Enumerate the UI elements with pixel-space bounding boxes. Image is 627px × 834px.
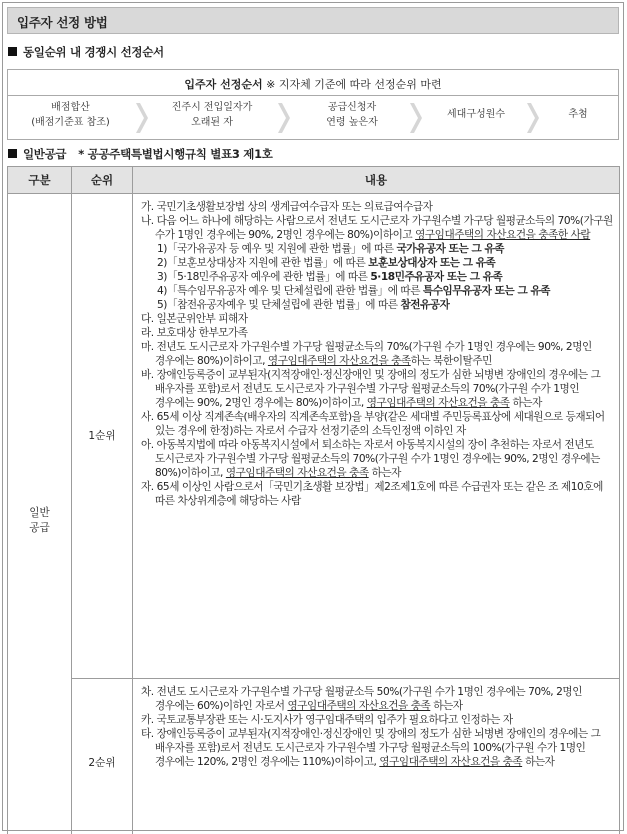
list-item: 가. 국민기초생활보장법 상의 생계급여수급자 또는 의료급여수급자 (141, 201, 433, 213)
header-content: 내용 (133, 167, 620, 194)
chevron-right-icon (136, 103, 148, 133)
list-item: 자. 65세 이상인 사람으로서「국민기초생활 보장법」제2조제1호에 따른 수급권자 또는 같은 조 제10호에 따른 차상위계층에 해당하는 사람 (141, 481, 603, 507)
selection-order-header (8, 70, 618, 96)
rank1-content (133, 194, 620, 679)
rank2-cell: 2순위 (72, 679, 133, 834)
sub-item: 2)「보훈보상대상자 지원에 관한 법률」에 따른 보훈보상대상자 또는 그 유족 (157, 257, 496, 269)
order-step-2: 진주시 전입일자가 오래된 자 (171, 102, 253, 128)
sub-item: 5)「참전유공자예우 및 단체설립에 관한 법률」에 따른 참전유공자 (157, 299, 450, 311)
square-bullet-icon (8, 149, 17, 158)
list-item: 카. 국토교통부장관 또는 시·도지사가 영구임대주택의 입주가 필요하다고 인정하는 자 (141, 714, 513, 726)
legal-reference-note: * 공공주택특별법시행규칙 별표3 제1호 (78, 147, 273, 161)
order-step-4: 세대구성원수 (447, 109, 505, 120)
chevron-right-icon (410, 103, 422, 133)
list-item: 아. 아동복지법에 따라 아동복지시설에서 퇴소하는 자로서 아동복지시설의 장이 추천하는 자로서 전년도 도시근로자 가구원수별 가구당 월평균소득의 70%(가구원 수가 1명인 경우에는 90%, 2명인 경우에는 80%)이하이고, 영구임대주택의 자산요건을 충족 하는자 (141, 439, 600, 479)
sub-item: 4)「특수임무유공자 예우 및 단체설립에 관한 법률」에 따른 특수임무유공자 또는 그 유족 (157, 285, 551, 297)
table-header-row (8, 167, 620, 194)
rank1-cell: 1순위 (72, 194, 133, 679)
page-title: 입주자 선정 방법 (17, 15, 108, 30)
section-heading-general-supply: 일반공급 * 공공주택특별법시행규칙 별표3 제1호 (8, 146, 273, 162)
general-supply-table (7, 166, 620, 834)
table-row-rank2 (8, 679, 620, 834)
selection-order-note: ※ 지자체 기준에 따라 선정순위 마련 (266, 78, 442, 91)
list-item: 마. 전년도 도시근로자 가구원수별 가구당 월평균소득의 70%(가구원 수가 1명인 경우에는 90%, 2명인 경우에는 80%)이하이고, 영구임대주택의 자산요건을 충족하는 북한이탈주민 (141, 341, 592, 367)
list-item: 타. 장애인등록증이 교부된자(지적장애인·정신장애인 및 장애의 정도가 심한 뇌병변 장애인의 경우에는 그 배우자를 포함)로서 전년도 도시근로자 가구원수별 가구당 월평균소득의 100%(가구원 수가 1명인 경우에는 120%, 2명인 경우에는 110%)이하이고, 영구임대주택의 자산요건을 충족 하는자 (141, 728, 601, 768)
list-item: 차. 전년도 도시근로자 가구원수별 가구당 월평균소득 50%(가구원 수가 1명인 경우에는 70%, 2명인 경우에는 60%)이하인 자로서 영구임대주택의 자산요건을 충족 하는자 (141, 686, 583, 712)
list-item: 사. 65세 이상 직계존속(배우자의 직계존속포함)을 부양(같은 세대별 주민등록표상에 세대원으로 등재되어 있는 경우에 한정)하는 자로서 수급자 선정기준의 소득인정액 이하인 자 (141, 411, 605, 437)
title-bar (7, 7, 619, 34)
table-row-rank1 (8, 194, 620, 679)
category-cell: 일반 공급 (8, 194, 72, 834)
list-item: 라. 보호대상 한부모가족 (141, 327, 248, 339)
order-step-3: 공급신청자 연령 높은자 (326, 102, 378, 128)
selection-order-box (7, 69, 619, 140)
list-item: 다. 일본군위안부 피해자 (141, 313, 248, 325)
section-heading-order: 동일순위 내 경쟁시 선정순서 (8, 44, 164, 60)
chevron-right-icon (278, 103, 290, 133)
square-bullet-icon (8, 47, 17, 56)
sub-item: 3)「5·18민주유공자 예우에 관한 법률」에 따른 5·18민주유공자 또는 그 유족 (157, 271, 503, 283)
chevron-right-icon (527, 103, 539, 133)
list-item: 바. 장애인등록증이 교부된자(지적장애인·정신장애인 및 장애의 정도가 심한 뇌병변 장애인의 경우에는 그 배우자를 포함)로서 전년도 도시근로자 가구원수별 가구당 월평균소득의 70%(가구원 수가 1명인 경우에는 90%, 2명인 경우에는 80%)이하이고, 영구임대주택의 자산요건을 충족 하는자 (141, 369, 601, 409)
list-item: 나. 다음 어느 하나에 해당하는 사람으로서 전년도 도시근로자 가구원수별 가구당 월평균소득의 70%(가구원 수가 1명인 경우에는 90%, 2명인 경우에는 80%)이하이고 영구임대주택의 자산요건을 충족한 사람 (141, 215, 613, 241)
order-step-5: 추첨 (568, 109, 588, 120)
order-step-1: 배점합산 (배점기준표 참조) (31, 102, 110, 128)
rank2-content (133, 679, 620, 834)
header-rank: 순위 (72, 167, 133, 194)
selection-order-title: 입주자 선정순서 (184, 78, 263, 91)
sub-item: 1)「국가유공자 등 예우 및 지원에 관한 법률」에 따른 국가유공자 또는 그 유족 (157, 243, 505, 255)
header-category: 구분 (8, 167, 72, 194)
